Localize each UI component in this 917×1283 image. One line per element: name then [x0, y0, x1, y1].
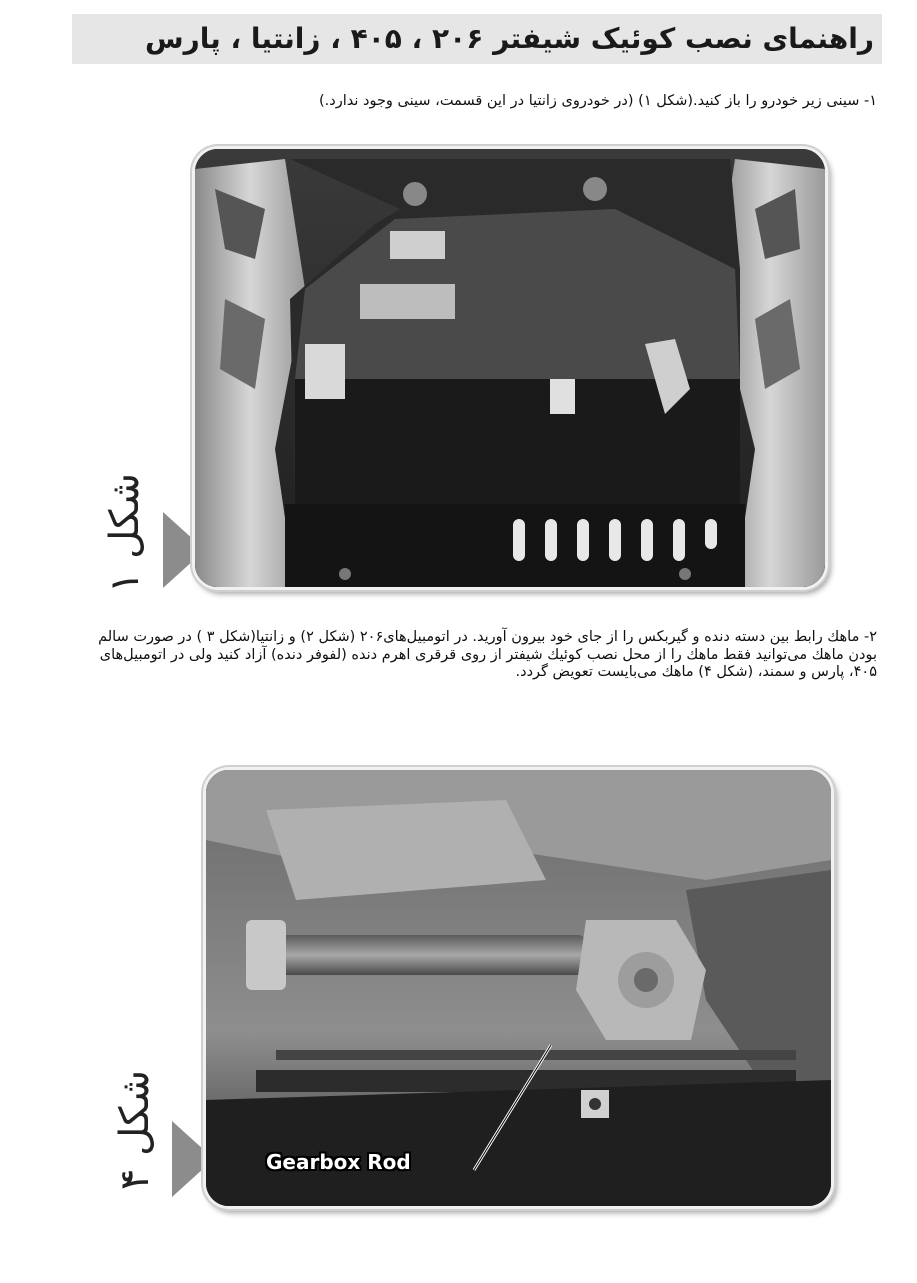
page-title: راهنمای نصب کوئیک شیفتر ۲۰۶ ، ۴۰۵ ، زانتیا ، پارس — [144, 22, 874, 55]
title-bar — [72, 14, 882, 64]
figure-1-photo — [192, 146, 828, 590]
gearbox-rod-photo — [206, 770, 831, 1206]
underbody-skid-plate-photo — [195, 149, 825, 587]
figure-1-label: شکل ۱ — [102, 472, 148, 594]
figure-4-label: شکل ۴ — [112, 1069, 158, 1191]
step-2-text: ۲- ماهك رابط بین دسته دنده و گیربکس را از جای خود بیرون آورید. در اتومبیل‌های۲۰۶ (شکل ۲) و زانتیا(شکل ۳ ) در صورت سالم بودن ماهك می‌توانید فقط ماهك را از محل نصب کوئیك شیفتر از روی قرقری اهرم دنده (لفوفر دنده) آزاد کنید ولی در اتومبیل‌های ۴۰۵، پارس و سمند، (شکل ۴) ماهك می‌بایست تعویض گردد. — [98, 629, 877, 680]
figure-4-photo — [203, 767, 834, 1209]
step-1-text: ۱- سینی زیر خودرو را باز کنید.(شکل ۱) (در خودروی زانتیا در این قسمت، سینی وجود ندارد.) — [319, 93, 877, 109]
gearbox-rod-callout: Gearbox Rod — [266, 1150, 411, 1174]
